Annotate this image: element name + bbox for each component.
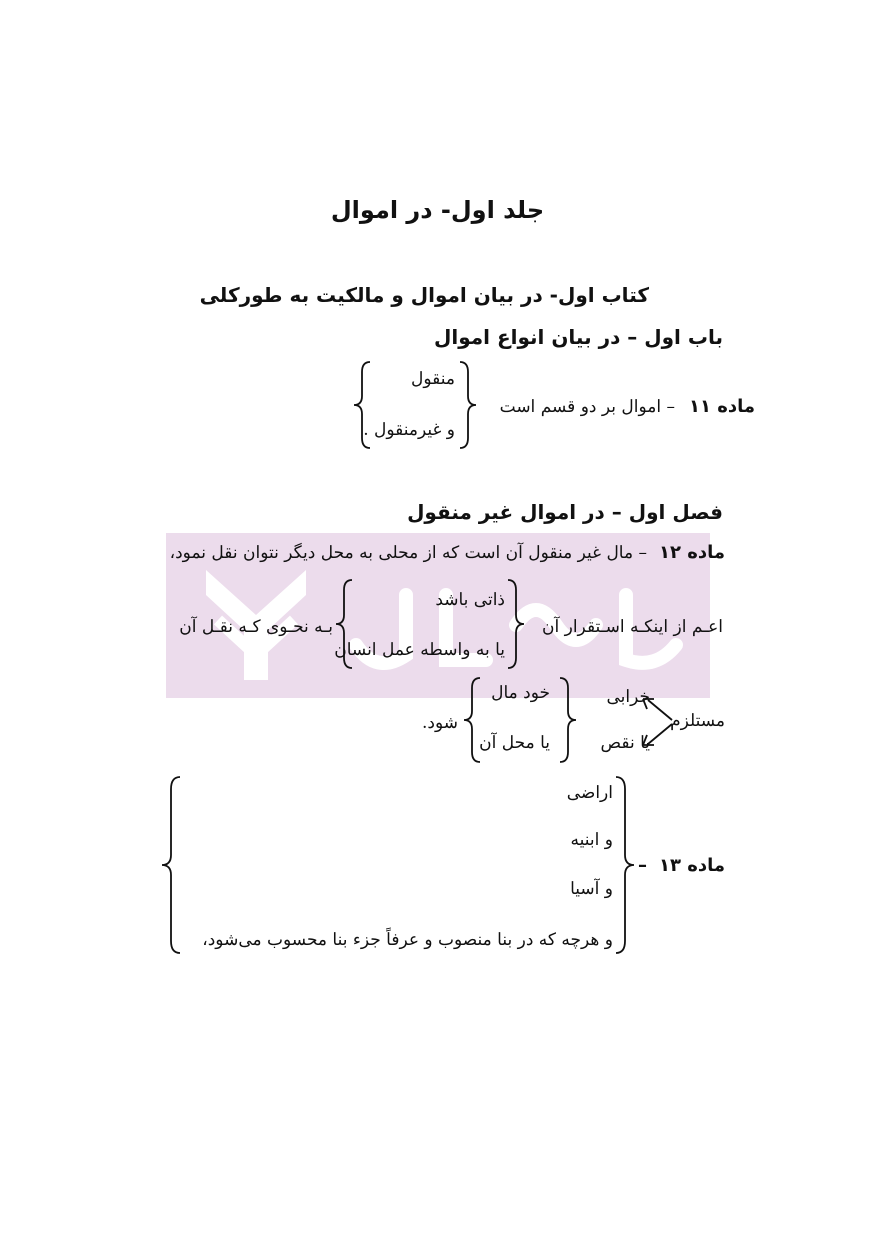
chapter-title: باب اول – در بیان انواع اموال [434, 325, 723, 349]
art12-naghs: یا نقص [600, 733, 650, 753]
art11-label: ماده ۱۱ [688, 396, 755, 417]
art13-item-fixtures: و هرچه که در بنا منصوب و عرفاً جزء بنا محسوب می‌شود، [202, 930, 613, 950]
art12-khod-mal: خود مال [491, 683, 550, 703]
art11-brace-left-icon [352, 360, 374, 450]
art12-line2-end: بـه نحـوی کـه نقـل آن [179, 617, 333, 637]
art13-brace-left-icon [160, 775, 184, 955]
art12-option-human: یا به واسطه عمل انسان [334, 640, 505, 660]
art13-item-mills: و آسیا [570, 879, 613, 899]
art13-dash: – [638, 855, 647, 876]
volume-title: جلد اول- در اموال [330, 196, 545, 224]
art12-brace-inner-left-icon [462, 676, 484, 764]
art12-mostalzem: مستلزم [670, 711, 725, 731]
art12-line1: – مال غیر منقول آن است که از محلی به محل دیگر نتوان نقل نمود، [169, 543, 647, 563]
art12-mahal: یا محل آن [479, 733, 550, 753]
art12-option-inherent: ذاتی باشد [435, 590, 505, 610]
art13-item-buildings: و ابنیه [570, 830, 613, 850]
art12-line2-start: اعـم از اینکـه اسـتقرار آن [542, 617, 723, 637]
section-title: فصل اول – در اموال غیر منقول [407, 500, 723, 524]
art13-label: ماده ۱۳ [658, 855, 725, 876]
art12-brace-left-icon [334, 578, 356, 670]
art12-label: ماده ۱۲ [658, 542, 725, 563]
art11-brace-right-icon [456, 360, 478, 450]
art12-brace-inner-right-icon [556, 676, 578, 764]
art12-shavad: شود. [421, 713, 458, 733]
art12-brace-right-icon [504, 578, 526, 670]
art11-option-immovable: و غیرمنقول . [363, 420, 455, 440]
art12-kharabi: خرابی [606, 687, 650, 707]
art11-text: – اموال بر دو قسم است [499, 397, 675, 417]
art11-option-movable: منقول [411, 369, 455, 389]
art13-item-lands: اراضی [566, 783, 613, 803]
book-title: کتاب اول- در بیان اموال و مالکیت به طورکلی [199, 283, 649, 307]
art13-brace-right-icon [612, 775, 636, 955]
